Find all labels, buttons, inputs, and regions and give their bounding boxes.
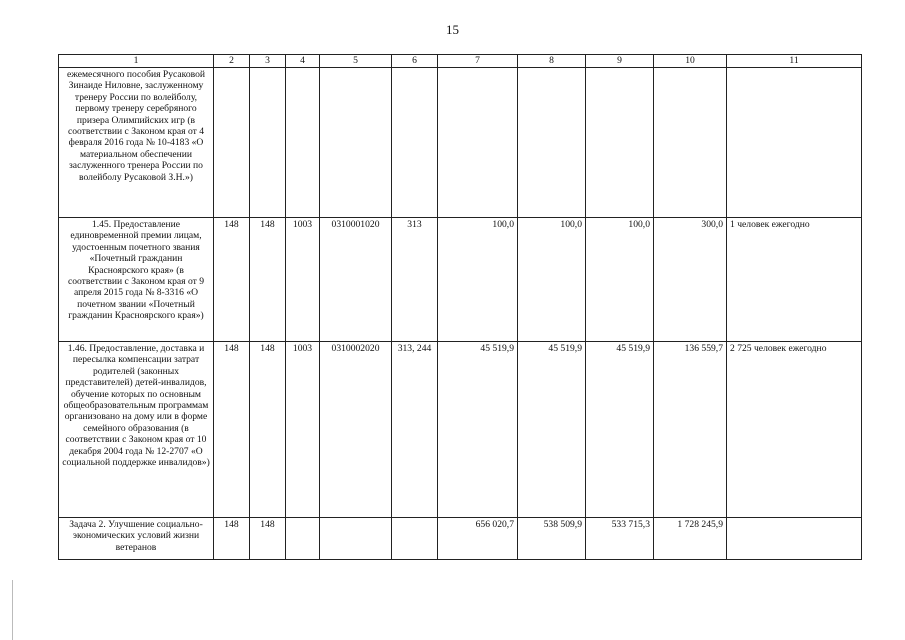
header-cell: 7 <box>438 55 518 68</box>
table-row <box>59 518 862 560</box>
cell-target-code: 0310002020 <box>320 342 392 518</box>
header-cell: 11 <box>727 55 862 68</box>
row-description: ежемесячного пособия Русаковой Зинаиде Ниловне, заслуженному тренеру России по волейболу, первому тренеру серебряного призера Олимпийских игр (в соответствии с Законом края от 4 февраля 2016 года № 10-4183 «О материальном обеспечении заслуженного тренера России по волейболу Русаковой З.Н.») <box>59 68 214 218</box>
cell-admin-code <box>214 68 250 218</box>
header-cell: 6 <box>392 55 438 68</box>
cell-admin-code: 148 <box>214 218 250 342</box>
cell-expected-result <box>727 518 862 560</box>
header-cell: 5 <box>320 55 392 68</box>
cell-amount-year1: 656 020,7 <box>438 518 518 560</box>
cell-expected-result: 1 человек ежегодно <box>727 218 862 342</box>
page-number: 15 <box>446 22 459 37</box>
row-description: 1.45. Предоставление единовременной премии лицам, удостоенным почетного звания «Почетный гражданин Красноярского края» (в соответствии с Законом края от 9 апреля 2015 года № 8-3316 «О почетном звании «Почетный гражданин Красноярского края») <box>59 218 214 342</box>
row-description: 1.46. Предоставление, доставка и пересылка компенсации затрат родителей (законных представителей) детей-инвалидов, обучение которых по основным общеобразовательным программам организовано на дому или в форме семейного образования (в соответствии с Законом края от 10 декабря 2004 года № 12-2707 «О социальной поддержке инвалидов») <box>59 342 214 518</box>
cell-amount-year2: 45 519,9 <box>518 342 586 518</box>
cell-amount-total: 1 728 245,9 <box>654 518 727 560</box>
table-row <box>59 68 862 218</box>
cell-section-code <box>286 68 320 218</box>
cell-amount-year3 <box>586 68 654 218</box>
cell-amount-total: 300,0 <box>654 218 727 342</box>
cell-section-code <box>286 518 320 560</box>
cell-amount-total: 136 559,7 <box>654 342 727 518</box>
cell-admin-code: 148 <box>214 342 250 518</box>
header-cell: 2 <box>214 55 250 68</box>
cell-amount-year3: 100,0 <box>586 218 654 342</box>
header-cell: 3 <box>250 55 286 68</box>
cell-amount-year1: 45 519,9 <box>438 342 518 518</box>
cell-amount-year3: 533 715,3 <box>586 518 654 560</box>
cell-grbs-code: 148 <box>250 218 286 342</box>
budget-table <box>58 54 862 560</box>
cell-expense-type <box>392 68 438 218</box>
cell-section-code: 1003 <box>286 342 320 518</box>
cell-amount-year2 <box>518 68 586 218</box>
cell-amount-year1: 100,0 <box>438 218 518 342</box>
cell-grbs-code <box>250 68 286 218</box>
header-cell: 4 <box>286 55 320 68</box>
header-row <box>59 55 862 68</box>
cell-expense-type: 313, 244 <box>392 342 438 518</box>
cell-grbs-code: 148 <box>250 518 286 560</box>
header-cell: 1 <box>59 55 214 68</box>
cell-target-code <box>320 518 392 560</box>
cell-target-code <box>320 68 392 218</box>
cell-amount-year1 <box>438 68 518 218</box>
cell-grbs-code: 148 <box>250 342 286 518</box>
header-cell: 10 <box>654 55 727 68</box>
row-description: Задача 2. Улучшение социально-экономических условий жизни ветеранов <box>59 518 214 560</box>
cell-amount-year2: 100,0 <box>518 218 586 342</box>
cell-target-code: 0310001020 <box>320 218 392 342</box>
cell-admin-code: 148 <box>214 518 250 560</box>
cell-expense-type: 313 <box>392 218 438 342</box>
header-cell: 9 <box>586 55 654 68</box>
cell-expense-type <box>392 518 438 560</box>
cell-expected-result: 2 725 человек ежегодно <box>727 342 862 518</box>
cell-amount-year3: 45 519,9 <box>586 342 654 518</box>
cell-section-code: 1003 <box>286 218 320 342</box>
table-row <box>59 342 862 518</box>
cell-expected-result <box>727 68 862 218</box>
cell-amount-total <box>654 68 727 218</box>
cell-amount-year2: 538 509,9 <box>518 518 586 560</box>
header-cell: 8 <box>518 55 586 68</box>
table-row <box>59 218 862 342</box>
scan-edge-mark <box>12 580 13 640</box>
